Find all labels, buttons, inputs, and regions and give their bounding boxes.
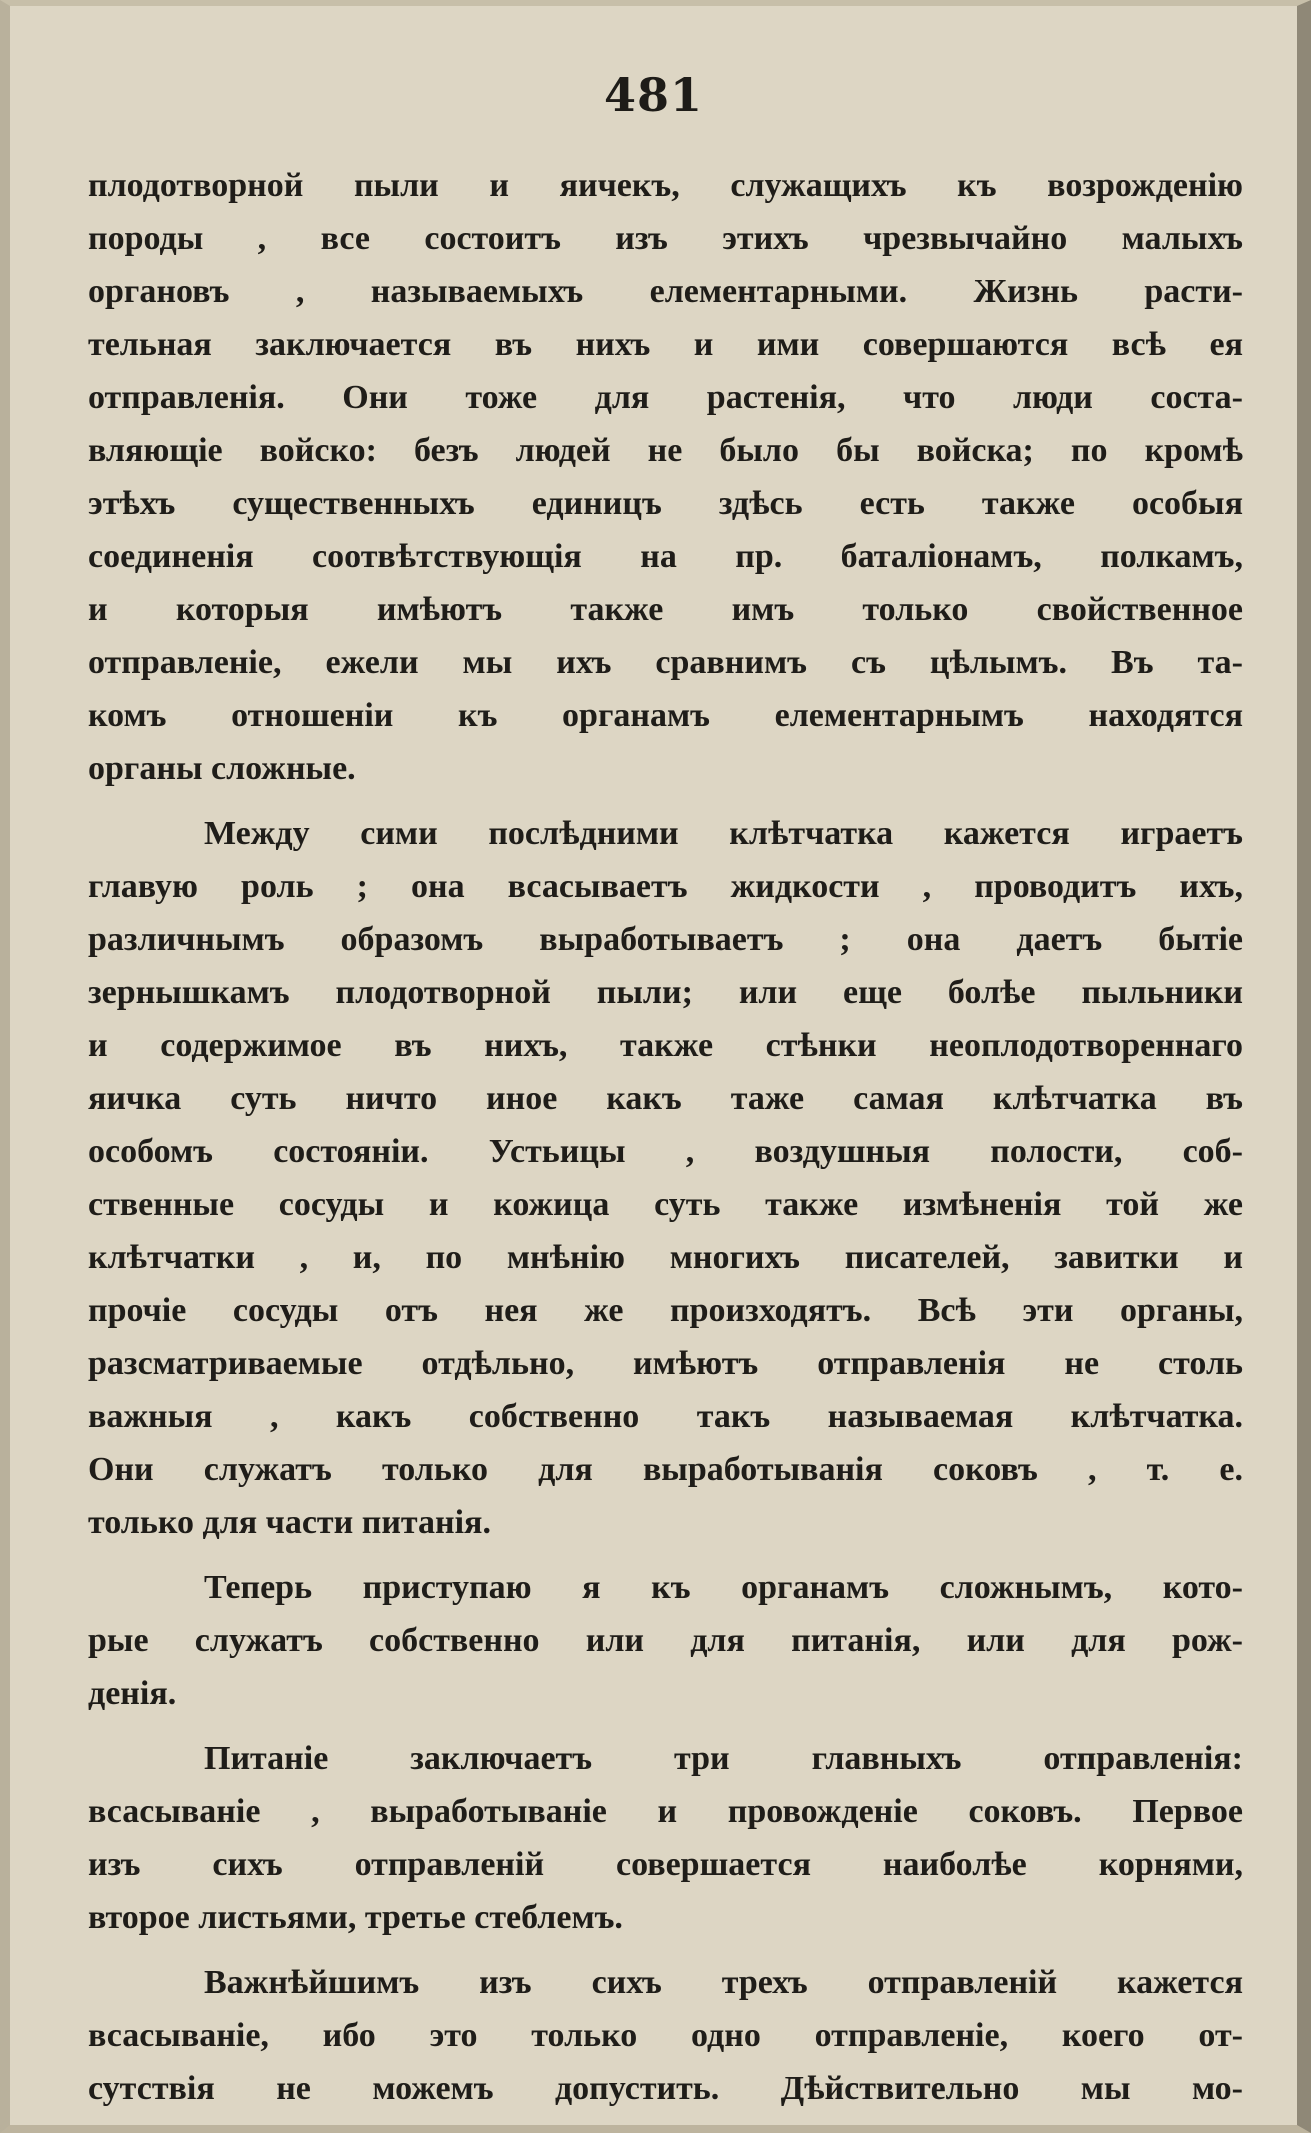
- paragraph-1: [88, 159, 1243, 795]
- text-line: главую роль ; она всасываетъ жидкости , проводитъ ихъ,: [88, 868, 1243, 905]
- text-line: Теперь приступаю я къ органамъ сложнымъ, кото-: [204, 1569, 1243, 1606]
- text-line: Между сими послѣдними клѣтчатка кажется играетъ: [204, 815, 1243, 852]
- text-line: Они служатъ только для выработыванія соковъ , т. е.: [88, 1451, 1243, 1488]
- text-line: рые служатъ собственно или для питанія, или для рож-: [88, 1622, 1243, 1659]
- paragraph-2: [88, 807, 1243, 1549]
- text-line: важныя , какъ собственно такъ называемая клѣтчатка.: [88, 1398, 1243, 1435]
- text-line: ственные сосуды и кожица суть также измѣненія той же: [88, 1186, 1243, 1223]
- text-line: соединенія соотвѣтствующія на пр. баталіонамъ, полкамъ,: [88, 538, 1243, 575]
- paragraph-4: [88, 1732, 1243, 1944]
- text-line: различнымъ образомъ выработываетъ ; она даетъ бытіе: [88, 921, 1243, 958]
- text-line: сутствія не можемъ допустить. Дѣйствительно мы мо-: [88, 2070, 1243, 2107]
- text-line: денія.: [88, 1675, 177, 1712]
- text-line: породы , все состоитъ изъ этихъ чрезвычайно малыхъ: [88, 220, 1243, 257]
- text-line: и содержимое въ нихъ, также стѣнки неоплодотвореннаго: [88, 1027, 1243, 1064]
- text-line: яичка суть ничто иное какъ таже самая клѣтчатка въ: [88, 1080, 1243, 1117]
- page-number: 481: [603, 68, 704, 122]
- text-line: органовъ , называемыхъ елементарными. Жизнь расти-: [88, 273, 1243, 310]
- text-line: зернышкамъ плодотворной пыли; или еще болѣе пыльники: [88, 974, 1243, 1011]
- text-line: особомъ состояніи. Устьицы , воздушныя полости, соб-: [88, 1133, 1243, 1170]
- text-line: отправленіе, ежели мы ихъ сравнимъ съ цѣлымъ. Въ та-: [88, 644, 1243, 681]
- text-line: только для части питанія.: [88, 1504, 491, 1541]
- text-line: отправленія. Они тоже для растенія, что люди соста-: [88, 379, 1243, 416]
- text-line: плодотворной пыли и яичекъ, служащихъ къ возрожденію: [88, 167, 1243, 204]
- text-line: комъ отношеніи къ органамъ елементарнымъ находятся: [88, 697, 1243, 734]
- paragraph-5: [88, 1956, 1243, 2115]
- text-line: изъ сихъ отправленій совершается наиболѣе корнями,: [88, 1846, 1243, 1883]
- text-line: тельная заключается въ нихъ и ими совершаются всѣ ея: [88, 326, 1243, 363]
- text-line: Питаніе заключаетъ три главныхъ отправленія:: [204, 1740, 1243, 1777]
- text-line: разсматриваемые отдѣльно, имѣютъ отправленія не столь: [88, 1345, 1243, 1382]
- text-line: этѣхъ существенныхъ единицъ здѣсь есть также особыя: [88, 485, 1243, 522]
- text-line: Важнѣйшимъ изъ сихъ трехъ отправленій кажется: [204, 1964, 1243, 2001]
- text-line: прочіе сосуды отъ нея же произходятъ. Всѣ эти органы,: [88, 1292, 1243, 1329]
- paragraph-3: [88, 1561, 1243, 1720]
- text-line: и которыя имѣютъ также имъ только свойственное: [88, 591, 1243, 628]
- text-line: всасываніе , выработываніе и провожденіе соковъ. Первое: [88, 1793, 1243, 1830]
- text-line: клѣтчатки , и, по мнѣнію многихъ писателей, завитки и: [88, 1239, 1243, 1276]
- text-line: вляющіе войско: безъ людей не было бы войска; по кромѣ: [88, 432, 1243, 469]
- body-text: [88, 159, 1243, 2115]
- text-line: органы сложные.: [88, 750, 356, 787]
- text-line: второе листьями, третье стеблемъ.: [88, 1899, 623, 1936]
- text-line: всасываніе, ибо это только одно отправленіе, коего от-: [88, 2017, 1243, 2054]
